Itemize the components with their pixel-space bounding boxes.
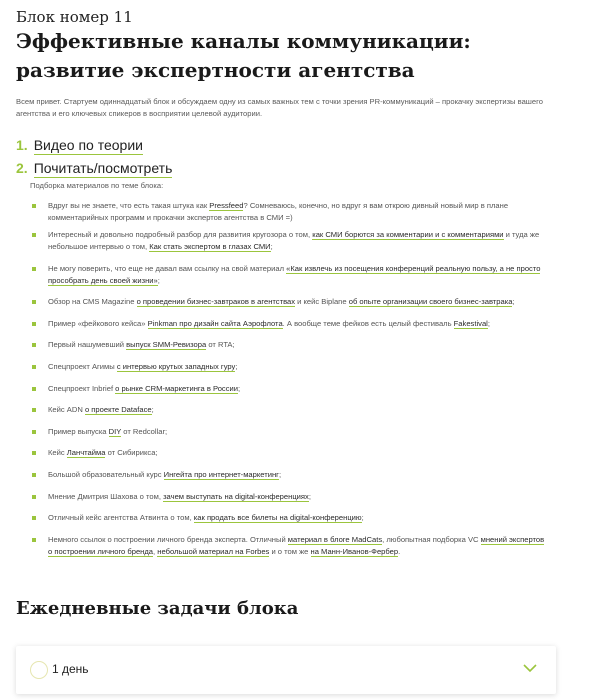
material-link[interactable]: о проекте Dataface <box>84 405 152 414</box>
material-text: Вдруг вы не знаете, что есть такая штука как <box>48 201 210 210</box>
material-item <box>30 318 550 330</box>
material-text: ; <box>157 276 160 285</box>
material-text: Пример «фейкового кейса» <box>48 319 148 328</box>
material-link[interactable]: Pinkman про дизайн сайта Аэрофлота <box>147 319 283 328</box>
material-link[interactable]: Как стать экспертом в глазах СМИ <box>149 242 271 251</box>
section-number: 1. <box>16 137 28 153</box>
material-text: Пример выпуска <box>48 427 109 436</box>
material-item <box>30 296 550 308</box>
intro-text: Всем привет. Стартуем одиннадцатый блок и обсуждаем одну из самых важных тем с точки зрения PR-коммуникаций – прокачку экспертизы вашего агентства и его ключевых спикеров в восприятии целевой аудитории. <box>16 97 543 118</box>
material-item <box>30 491 550 503</box>
material-link[interactable]: небольшой материал на Forbes <box>157 547 270 556</box>
material-text: ; <box>487 319 490 328</box>
material-link[interactable]: об опыте организации своего бизнес-завтрака <box>348 297 513 306</box>
material-item <box>30 534 550 558</box>
material-link[interactable]: с интервью крутых западных гуру <box>116 362 236 371</box>
bullet-icon <box>32 365 36 369</box>
material-text: Мнение Дмитрия Шахова о том, <box>48 492 164 501</box>
materials-intro: Подборка материалов по теме блока: <box>30 181 164 190</box>
block-kicker: Блок номер 11 <box>16 8 133 26</box>
bullet-icon <box>32 387 36 391</box>
material-item <box>30 512 550 524</box>
bullet-icon <box>32 451 36 455</box>
material-item <box>30 426 550 438</box>
bullet-icon <box>32 538 36 542</box>
section-title-link[interactable]: Видео по теории <box>33 137 143 153</box>
day-label: 1 день <box>52 662 89 676</box>
material-text: ; <box>278 470 282 479</box>
section-number: 2. <box>16 160 28 176</box>
material-text: ? Сомневаюсь, конечно, но вдруг я вам открою дивный новый мир в плане комментарийных программ и прокачки экспертов агентства в СМИ =) <box>48 201 509 222</box>
daily-tasks-heading: Ежедневные задачи блока <box>16 598 299 619</box>
material-text: от RTA; <box>206 340 235 349</box>
bullet-icon <box>32 473 36 477</box>
material-text: Интересный и довольно подробный разбор для развития кругозора о том, <box>48 230 313 239</box>
material-text: Не могу поверить, что еще не давал вам ссылку на свой материал <box>48 264 287 273</box>
material-text: и туда же небольшое интервью о том, <box>48 230 540 251</box>
bullet-icon <box>32 267 36 271</box>
bullet-icon <box>32 300 36 304</box>
material-text: , любопытная подборка VC <box>382 535 481 544</box>
material-link[interactable]: выпуск SMM-Ревизора <box>126 340 207 349</box>
material-link[interactable]: о проведении бизнес-завтраков в агентствах <box>136 297 296 306</box>
material-text: , <box>153 547 158 556</box>
material-link[interactable]: Pressfeed <box>209 201 244 210</box>
material-item <box>30 263 550 287</box>
material-link[interactable]: материал в блоге MadCats <box>287 535 383 544</box>
section-title-link[interactable]: Почитать/посмотреть <box>33 160 173 176</box>
material-text: ; <box>151 405 154 414</box>
bullet-icon <box>32 233 36 237</box>
material-text: Немного ссылок о построении личного бренда эксперта. Отличный <box>48 535 288 544</box>
bullet-icon <box>32 408 36 412</box>
material-text: ; <box>238 384 241 393</box>
material-item <box>30 447 550 459</box>
day-accordion[interactable] <box>16 646 556 694</box>
material-link[interactable]: Ингейта про интернет-маркетинг <box>163 470 279 479</box>
material-item <box>30 361 550 373</box>
material-text: ; <box>308 492 311 501</box>
material-link[interactable]: DIY <box>108 427 122 436</box>
bullet-icon <box>32 322 36 326</box>
material-text: и о том же <box>269 547 311 556</box>
material-text: Отличный кейс агентства Атвинта о том, <box>48 513 194 522</box>
bullet-icon <box>32 343 36 347</box>
material-link[interactable]: о рынке CRM-маркетинга в России <box>115 384 239 393</box>
material-link[interactable]: «Как извлечь из посещения конференций реальную пользу, а не просто прособрать день своей жизни» <box>48 264 541 285</box>
material-item <box>30 229 550 253</box>
chevron-down-icon[interactable] <box>522 660 538 676</box>
material-text: Обзор на CMS Magazine <box>48 297 137 306</box>
material-link[interactable]: мнений экспертов о построении личного бренда <box>48 535 545 556</box>
material-text: Спецпроект Агимы <box>48 362 117 371</box>
material-text: . <box>398 547 401 556</box>
material-text: от Redcollar; <box>121 427 168 436</box>
page-title: Эффективные каналы коммуникации: развитие экспертности агентства <box>16 29 471 82</box>
material-item <box>30 200 550 224</box>
section-reading[interactable] <box>16 160 172 178</box>
material-text: ; <box>512 297 515 306</box>
material-text: . А вообще теме фейков есть целый фестиваль <box>282 319 454 328</box>
material-text: Большой образовательный курс <box>48 470 164 479</box>
material-link[interactable]: на Манн-Иванов-Фербер <box>310 547 399 556</box>
material-text: ; <box>361 513 364 522</box>
material-text: Кейс ADN <box>48 405 85 414</box>
material-text: Кейс <box>48 448 67 457</box>
material-item <box>30 383 550 395</box>
bullet-icon <box>32 495 36 499</box>
material-item <box>30 339 550 351</box>
material-text: ; <box>235 362 238 371</box>
material-text: Первый нашумевший <box>48 340 127 349</box>
bullet-icon <box>32 516 36 520</box>
material-text: ; <box>270 242 273 251</box>
material-item <box>30 469 550 481</box>
material-item <box>30 404 550 416</box>
material-text: Спецпроект Inbrief <box>48 384 116 393</box>
bullet-icon <box>32 430 36 434</box>
material-link[interactable]: как СМИ борются за комментарии и с комментариями <box>312 230 504 239</box>
material-link[interactable]: зачем выступать на digital-конференциях <box>163 492 309 501</box>
section-video[interactable] <box>16 137 143 155</box>
material-text: от Сибирикса; <box>105 448 158 457</box>
material-text: и кейс Biplane <box>295 297 349 306</box>
bullet-icon <box>32 204 36 208</box>
circle-icon <box>30 661 48 679</box>
material-link[interactable]: Ланчтайма <box>66 448 106 457</box>
material-link[interactable]: как продать все билеты на digital-конференцию <box>193 513 362 522</box>
material-link[interactable]: Fakestival <box>453 319 488 328</box>
